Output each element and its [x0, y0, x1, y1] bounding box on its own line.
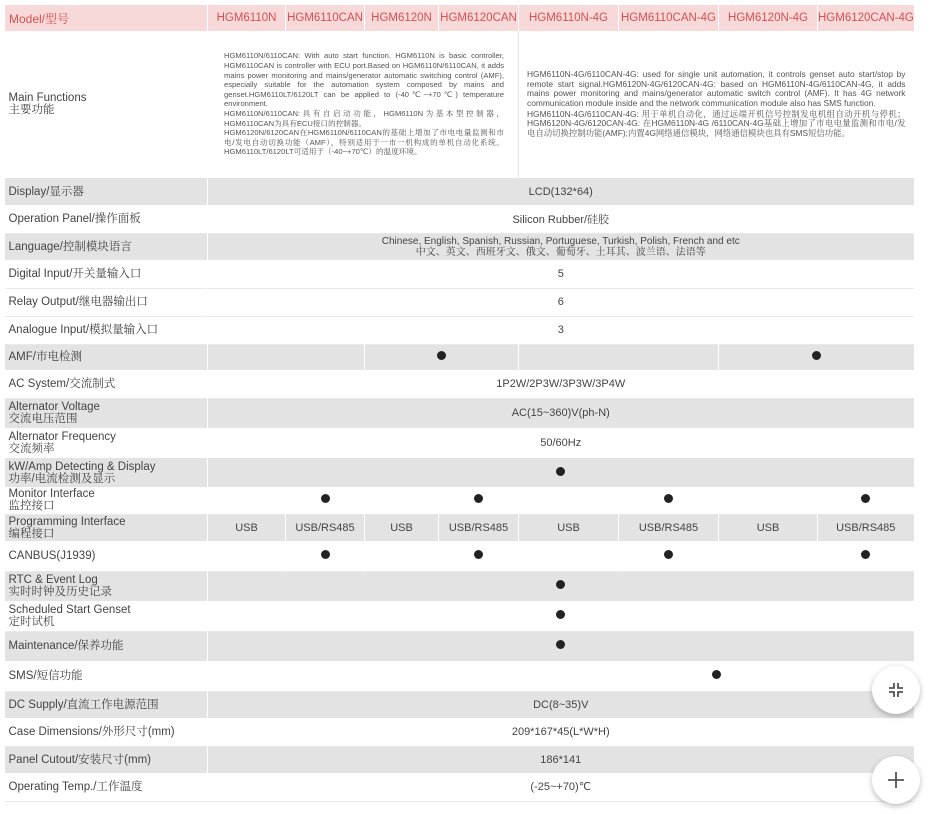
dot-icon: [664, 550, 673, 559]
dot-icon: [556, 610, 565, 619]
main-functions-standard: HGM6110N/6110CAN: With auto start function. HGM6110N is basic controller, HGM6110CAN is controller with ECU port.Based on HGM6110N/6110CAN, it adds mains power monitoring and mains/generator automatic switching control (AMF), especially suitable for the automation system composed by mains and genset.HGM6110LT/6120LT can be applied to (-40℃~+70℃) temperature environment. HGM6110N/6110CAN:具有自启动功能，HGM6110N为基本型控制器，HGM6110CAN为具有ECU接口的控制器。 HGM6120N/6120CAN在HGM6110N/6110CAN的基础上增加了市电电量监测和市电/发电自动切换功能（AMF），特别适用于一市一机构成的单机自动化系统。HGM6110LT/6120LT可适用于（-40~+70℃）的温度环境。: [208, 31, 519, 178]
row-dc-supply: DC Supply/直流工作电源范围 DC(8~35)V: [5, 691, 914, 718]
collapse-button[interactable]: [872, 666, 920, 714]
spec-table: [4, 5, 914, 802]
header-hgm6120can-4g: HGM6120CAN-4G: [818, 5, 914, 31]
row-ac-system: AC System/交流制式 1P2W/2P3W/3P3W/3P4W: [5, 370, 914, 398]
row-panel-cutout: Panel Cutout/安装尺寸(mm) 186*141: [5, 746, 914, 773]
dot-icon: [556, 640, 565, 649]
header-hgm6120n-4g: HGM6120N-4G: [719, 5, 818, 31]
dot-icon: [861, 494, 870, 503]
dot-icon: [556, 580, 565, 589]
dot-icon: [321, 494, 330, 503]
row-alternator-frequency: Alternator Frequency 交流频率 50/60Hz: [5, 428, 914, 458]
header-hgm6120can: HGM6120CAN: [439, 5, 519, 31]
row-programming-interface: Programming Interface 编程接口 USB USB/RS485 USB USB/RS485 USB USB/RS485 USB USB/RS485: [5, 514, 914, 541]
dot-icon: [556, 467, 565, 476]
row-display: Display/显示器 LCD(132*64): [5, 178, 914, 205]
dot-icon: [474, 494, 483, 503]
header-hgm6110can: HGM6110CAN: [286, 5, 365, 31]
row-rtc-event-log: RTC & Event Log 实时时钟及历史记录: [5, 571, 914, 601]
row-alternator-voltage: Alternator Voltage 交流电压范围 AC(15~360)V(ph-N): [5, 398, 914, 428]
dot-icon: [321, 550, 330, 559]
row-canbus: CANBUS(J1939): [5, 541, 914, 571]
header-hgm6110n-4g: HGM6110N-4G: [519, 5, 619, 31]
row-sms: SMS/短信功能: [5, 661, 914, 691]
row-case-dimensions: Case Dimensions/外形尺寸(mm) 209*167*45(L*W*H): [5, 718, 914, 746]
row-scheduled-start: Scheduled Start Genset 定时试机: [5, 601, 914, 631]
header-model: Model/型号: [5, 5, 208, 31]
label-main-functions: Main Functions 主要功能: [5, 31, 208, 178]
row-maintenance: Maintenance/保养功能: [5, 631, 914, 661]
row-analogue-input: Analogue Input/模拟量输入口 3: [5, 316, 914, 344]
dot-icon: [437, 351, 446, 360]
row-kw-amp: kW/Amp Detecting & Display 功率/电流检测及显示: [5, 458, 914, 487]
dot-icon: [474, 550, 483, 559]
row-language: Language/控制模块语言 Chinese, English, Spanish, Russian, Portuguese, Turkish, Polish, French and etc 中文、英文、西班牙文、俄文、葡萄牙、土耳其、波兰语、法语等: [5, 233, 914, 260]
dot-icon: [664, 494, 673, 503]
row-main-functions: [5, 31, 914, 178]
dot-icon: [861, 550, 870, 559]
header-row: [5, 5, 914, 31]
dot-icon: [712, 670, 721, 679]
header-hgm6120n: HGM6120N: [365, 5, 439, 31]
plus-icon: [886, 770, 906, 790]
row-operating-temp: Operating Temp./工作温度 (-25~+70)℃: [5, 773, 914, 801]
main-functions-4g: HGM6110N-4G/6110CAN-4G: used for single unit automation, it controls genset auto start/stop by remote start signal.HGM6120N-4G/6120CAN-4G: based on HGM6110N-4G/6110CAN-4G, it adds mains power monitoring and mains/generator automatic switch control (AMF). It has 4G network communication module inside and the network communication module also has SMS function. HGM6110N-4G/6110CAN-4G: 用于单机自动化，通过远端开机信号控制发电机组自动开机与停机；HGM6120N-4G/6120CAN-4G: 在HGM6110N-4G /6110CAN-4G基础上增加了市电电量监测和市电/发电自动切换控制功能(AMF);内置4G网络通信模块，网络通信模块也具有SMS短信功能。: [519, 31, 914, 178]
add-button[interactable]: [872, 756, 920, 804]
row-relay-output: Relay Output/继电器输出口 6: [5, 288, 914, 316]
row-monitor-interface: Monitor Interface 监控接口: [5, 487, 914, 514]
row-amf: AMF/市电检测: [5, 344, 914, 370]
header-hgm6110n: HGM6110N: [208, 5, 286, 31]
header-hgm6110can-4g: HGM6110CAN-4G: [619, 5, 719, 31]
dot-icon: [812, 351, 821, 360]
row-digital-input: Digital Input/开关量输入口 5: [5, 260, 914, 288]
collapse-icon: [886, 680, 906, 700]
row-operation-panel: Operation Panel/操作面板 Silicon Rubber/硅胶: [5, 205, 914, 233]
